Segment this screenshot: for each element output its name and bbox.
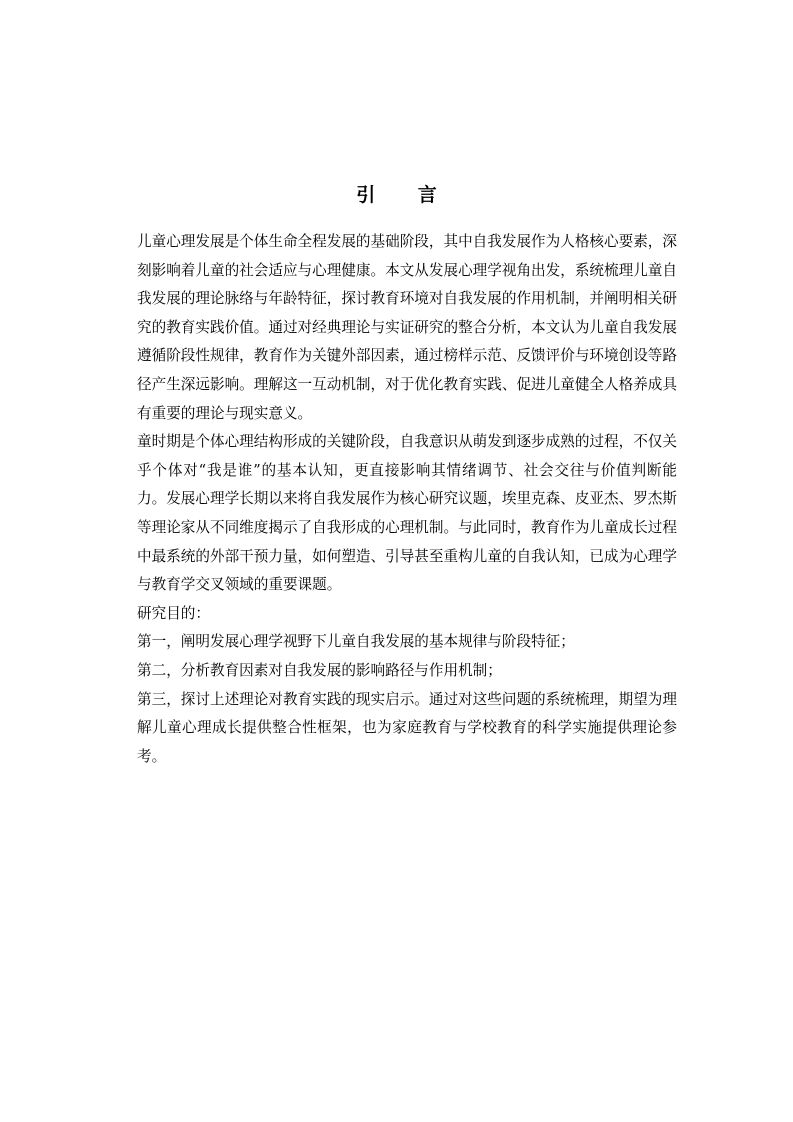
page-title: 引 言 [356, 184, 455, 206]
paragraph-background: 童时期是个体心理结构形成的关键阶段，自我意识从萌发到逐步成熟的过程，不仅关乎个体对“我是谁”的基本认知，更直接影响其情绪调节、社会交往与价值判断能力。发展心理学长期以来将自我发展作为核心研究议题，埃里克森、皮亚杰、罗杰斯等理论家从不同维度揭示了自我形成的心理机制。与此同时，教育作为儿童成长过程中最系统的外部干预力量，如何塑造、引导甚至重构儿童的自我认知，已成为心理学与教育学交叉领域的重要课题。 [137, 433, 677, 594]
purpose-item-2: 第二，分析教育因素对自我发展的影响路径与作用机制； [137, 661, 502, 679]
purpose-item-1: 第一，阐明发展心理学视野下儿童自我发展的基本规律与阶段特征； [137, 633, 575, 651]
body-text [137, 228, 677, 771]
purpose-heading: 研究目的： [137, 604, 210, 622]
paragraph-abstract: 儿童心理发展是个体生命全程发展的基础阶段，其中自我发展作为人格核心要素，深刻影响着儿童的社会适应与心理健康。本文从发展心理学视角出发，系统梳理儿童自我发展的理论脉络与年龄特征，探讨教育环境对自我发展的作用机制，并阐明相关研究的教育实践价值。通过对经典理论与实证研究的整合分析，本文认为儿童自我发展遵循阶段性规律，教育作为关键外部因素，通过榜样示范、反馈评价与环境创设等路径产生深远影响。理解这一互动机制，对于优化教育实践、促进儿童健全人格养成具有重要的理论与现实意义。 [137, 233, 677, 422]
purpose-item-3: 第三，探讨上述理论对教育实践的现实启示。通过对这些问题的系统梳理，期望为理解儿童心理成长提供整合性框架，也为家庭教育与学校教育的科学实施提供理论参考。 [137, 690, 677, 765]
